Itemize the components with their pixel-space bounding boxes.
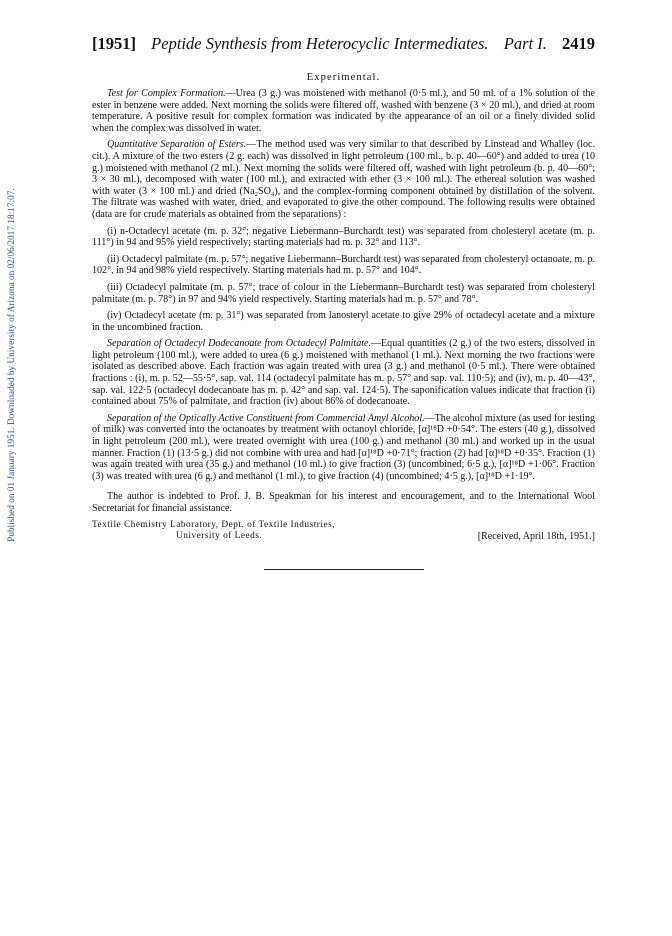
paragraph-text: —Urea (3 g.) was moistened with methanol (0·5 ml.), and 50 ml. of a 1% solution of the ester in benzene were added. Next morning the solids were filtered off, washed with benzene (3 × 20 ml.), and dried at room temperature. A positive result for complex formation was indicated by the appearance of an oil or a finely divided solid when the complex was dissolved in water. [92,88,596,134]
paragraph-lead: Separation of Octadecyl Dodecanoate from Octadecyl Palmitate. [107,338,371,350]
acknowledgement: The author is indebted to Prof. J. B. Speakman for his interest and encouragement, and to the International Wool Secretariat for financial assistance. [92,491,595,514]
download-watermark [2,150,20,580]
header-part: Part I. [503,34,547,53]
page-number: 2419 [562,34,595,53]
paragraph [92,226,595,249]
paragraph-text: —The alcohol mixture (as used for testing of milk) was converted into the octanoates by treatment with octanoyl chloride, [α]¹⁸D +0·54°. The esters (40 g.), dissolved in light petroleum (200 ml.), were treated overnight with urea (100 g.) and methanol (30 ml.) and worked up in the usual manner. Fraction (1) (13·5 g.) did not combine with urea and had [α]¹⁸D +0·71°; fraction (2) had [α]¹⁸D +0·35°. Fraction (1) was again treated with urea (35 g.) and methanol (10 ml.) to give fraction (3) (uncombined; 6·5 g.), [α]¹⁸D +1·06°. Fraction (3) was treated with urea (6 g.) and methanol (1 ml.), to give fraction (4) (uncombined; 4·5 g.), [α]¹⁸D +1·19°. [92,412,595,482]
header-title: Peptide Synthesis from Heterocyclic Intermediates. [151,34,489,53]
address-line-1: Textile Chemistry Laboratory, Dept. of Textile Industries, [92,519,336,530]
paragraph-text: (iv) Octadecyl acetate (m. p. 31°) was separated from lanosteryl acetate to give 29% of octadecyl acetate and a mixture in the uncombined fraction. [92,310,595,333]
paragraph-lead: Test for Complex Formation. [107,88,226,99]
paragraph-text: (i) n-Octadecyl acetate (m. p. 32°; negative Liebermann–Burchardt test) was separated from cholesteryl acetate (m. p. 111°) in 94 and 95% yield respectively; starting materials had m. p. 32° and 113°. [92,225,595,249]
end-rule [264,569,424,570]
paragraph-lead: Quantitative Separation of Esters. [107,139,247,151]
paragraph [92,254,595,277]
paragraph-text: —Equal quantities (2 g.) of the two esters, dissolved in light petroleum (100 ml.), were added to urea (6 g.) moistened with methanol (1 ml.). Next morning the two fractions were isolated as described above. Each fraction was again treated with urea (3 g.) and methanol (0·5 ml.). There were obtained fractions : (i), m. p. 52—55·5°, sap. val. 114 (octadecyl palmitate has m. p. 57° and sap. val. 110·5); and (iv), m. p. 40—43°, sap. val. 122·5 (octadecyl dodecanoate has m. p. 42° and sap. val. 124·5). The saponification values indicate that fraction (i) contained about 75% of palmitate, and fraction (iv) about 86% of dodecanoate. [92,338,595,408]
paragraph [92,338,595,408]
paragraph-text: —The method used was very similar to that described by Linstead and Whalley (loc. cit.). A mixture of the two esters (2 g. each) was dissolved in light petroleum (100 ml., b. p. 40—60°) and added to urea (10 g.) moistened with methanol (2 ml.). Next morning the solids were filtered off, washed with light petroleum (b. p. 40—60°; 3 × 30 ml.), decomposed with water (100 ml.), and extracted with ether (3 × 100 ml.). The ethereal solution was washed with water (3 × 100 ml.) and dried (Na₂SO₄), and the complex-forming component obtained by distillation of the solvent. The filtrate was washed with water, dried, and evaporated to give the other compound. The following results were obtained (data are for crude materials as obtained from the separations) : [92,139,596,220]
paragraph-text: (ii) Octadecyl palmitate (m. p. 57°; negative Liebermann–Burchardt test) was separated from cholesteryl octanoate, m. p. 102°, in 94 and 98% yield respectively. Starting materials had m. p. 57° and 104°. [92,253,595,277]
paragraph [92,282,595,305]
paragraph [92,310,595,333]
author-address [92,520,595,543]
paragraph [92,88,595,134]
paragraph [92,139,595,220]
address-line-2: University of Leeds. [176,531,263,542]
paragraph-text: (iii) Octadecyl palmitate (m. p. 57°; trace of colour in the Liebermann–Burchardt test) was separated from cholesteryl palmitate (m. p. 78°) in 97 and 94% yield respectively. Starting materials had m. p. 57° and 78°. [92,281,595,305]
paragraph [92,413,595,483]
paragraph-lead: Separation of the Optically Active Constituent from Commercial Amyl Alcohol. [107,412,425,424]
download-note: Published on 01 January 1951. Downloaded by University of Arizona on 02/06/2017 18:17:07. [6,188,16,542]
header-year: [1951] [92,34,136,53]
section-heading: Experimental. [306,72,381,83]
journal-page [92,34,595,570]
running-header [92,34,595,54]
received-date: [Received, April 18th, 1951.] [477,531,595,543]
